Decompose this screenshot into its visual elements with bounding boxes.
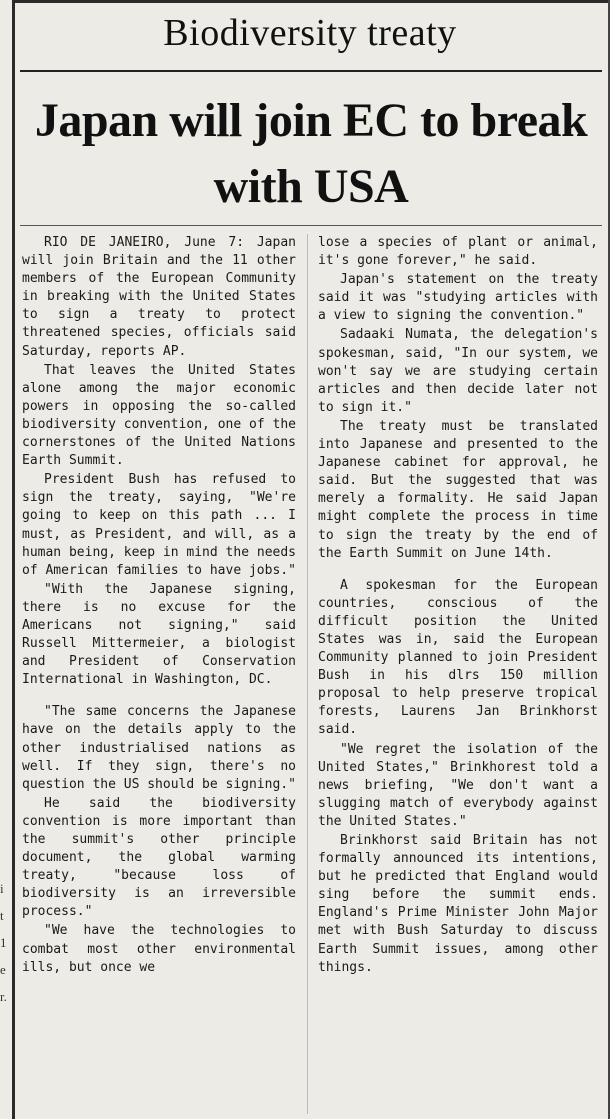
column-gutter [307, 234, 308, 1114]
article-column-right [318, 234, 598, 978]
article-headline: Japan will join EC to break with USA [34, 94, 588, 213]
margin-fragment: t [0, 908, 4, 923]
headline-rule [20, 225, 602, 226]
section-kicker: Biodiversity treaty [163, 12, 457, 54]
paragraph: "The same concerns the Japanese have on the details apply to the other industrialised nations as well. If they sign, there's no question the US should be signing." [22, 704, 296, 792]
paragraph: The treaty must be translated into Japanese and presented to the Japanese cabinet for approval, he said. But the suggested that was merely a formality. He said Japan might complete the process in time to sign the treaty by the end of the Earth Summit on June 14th. [318, 418, 598, 561]
adjacent-column-fragments [0, 875, 10, 1010]
paragraph: That leaves the United States alone among the major economic powers in opposing the so-called biodiversity convention, one of the cornerstones of the United Nations Earth Summit. [22, 362, 296, 469]
article-column-left [22, 234, 296, 978]
paragraph: Brinkhorst said Britain has not formally announced its intentions, but he predicted that England would sing before the summit ends. England's Prime Minister John Major met with Bush Saturday to discuss Earth Summit issues, among other things. [318, 833, 598, 975]
paragraph: "With the Japanese signing, there is no excuse for the Americans not signing," said Russell Mittermeier, a biologist and President of Conservation International in Washington, DC. [22, 581, 296, 688]
paragraph: Sadaaki Numata, the delegation's spokesman, said, "In our system, we won't say we are studying certain articles and then decide later not to sign it." [318, 327, 598, 415]
left-border-rule [12, 0, 15, 1119]
kicker-rule [20, 70, 602, 72]
paragraph: "We regret the isolation of the United States," Brinkhorest told a news briefing, "We don't want a slugging match of everybody against the United States." [318, 741, 598, 829]
margin-fragment: r. [0, 989, 7, 1004]
paragraph-dateline: RIO DE JANEIRO, June 7: Japan will join Britain and the 11 other members of the European Community in breaking with the United States to sign a treaty to protect threatened species, officials said Saturday, reports AP. [22, 235, 296, 359]
paragraph: A spokesman for the European countries, conscious of the difficult position the United States was in, said the European Community planned to join President Bush in his dlrs 150 million proposal to help preserve tropical forests, Laurens Jan Brinkhorst said. [318, 577, 598, 738]
paragraph: Japan's statement on the treaty said it was "studying articles with a view to signing the convention." [318, 272, 598, 324]
paragraph-continued: lose a species of plant or animal, it's gone forever," he said. [318, 235, 598, 269]
margin-fragment: i [0, 881, 4, 896]
paragraph: He said the biodiversity convention is more important than the summit's other principle document, the global warming treaty, "because loss of biodiversity is an irreversible process." [22, 795, 296, 920]
margin-fragment: 1 [0, 935, 7, 950]
margin-fragment: e [0, 962, 6, 977]
top-border-rule [12, 0, 610, 3]
paragraph: "We have the technologies to combat most other environmental ills, but once we [22, 923, 296, 975]
paragraph: President Bush has refused to sign the treaty, saying, "We're going to keep on this path ... I must, as President, and will, as a human being, keep in mind the needs of American families to have jobs." [22, 472, 296, 578]
